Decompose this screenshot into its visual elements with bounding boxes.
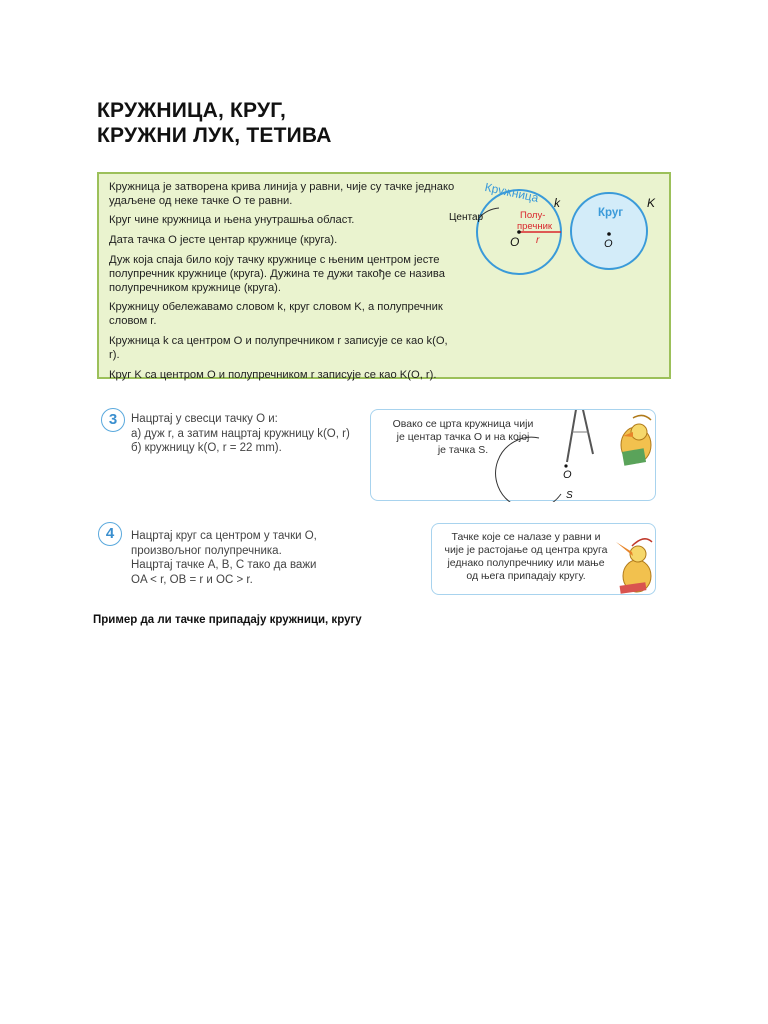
radius-label-1: Полу- — [520, 210, 546, 221]
definition-circle: Кружница је затворена крива линија у равни, чије су тачке једнако удаљене од неке тачке O те равни. — [109, 181, 455, 207]
circle-figure — [99, 174, 669, 377]
task-4-line-2: произвољног полупречника. — [131, 544, 282, 557]
radius-label-2: пречник — [517, 221, 553, 232]
o2-label: O — [604, 238, 613, 250]
task-4-line-1: Нацртај круг са центром у тачки O, — [131, 530, 317, 542]
drawn-arc — [496, 437, 561, 502]
disc-K — [571, 193, 647, 269]
task-3-hint-line-2: је центар тачка O и на којој — [396, 431, 530, 443]
hint-s-label: S — [566, 490, 573, 501]
definition-radius: Дуж која спаја било коју тачку кружнице с њеним центром јесте полупречник кружнице (круга). Дужина те дужи такође се назива полупречником кружнице (круга). — [109, 254, 445, 294]
k-label: k — [554, 196, 560, 210]
bird-drawing-illustration — [432, 524, 657, 604]
task-4-number: 4 — [98, 522, 122, 546]
task-3-hint-line-1: Овако се црта кружница чији — [392, 418, 534, 430]
disc-label: Круг — [598, 207, 624, 219]
task-4-line-4: OA < r, OB = r и OC > r. — [131, 573, 253, 586]
title-line-2: КРУЖНИ ЛУК, ТЕТИВА — [97, 124, 332, 147]
circle-label: Кружница — [483, 179, 540, 206]
task-4-hint-line-1: Тачке које се налазе у равни и — [451, 531, 601, 543]
compass-needle-leg — [567, 410, 579, 462]
example-heading: Пример да ли тачке припадају кружници, кругу — [93, 614, 362, 626]
task-3-text — [131, 412, 350, 456]
compass-center-point — [564, 464, 567, 467]
task-4-hint-line-3: једнако полупречнику или мање — [447, 557, 605, 569]
task-3-hint-box — [370, 409, 656, 501]
o-label: O — [510, 235, 520, 249]
page-title — [97, 98, 332, 148]
definition-disc: Круг чине кружница и њена унутрашња област. — [109, 214, 355, 226]
bird-reading-illustration — [621, 415, 651, 465]
definition-center: Дата тачка O јесте центар кружнице (круга). — [109, 234, 338, 246]
task-3-hint-line-3: је тачка S. — [437, 444, 489, 456]
task-4-hint-line-2: чије је растојање од центра круга — [444, 544, 608, 556]
task-3-line-1: Нацртај у свесци тачку O и: — [131, 413, 278, 425]
definition-disc-notation: Круг K са центром O и полупречником r записује се као K(O, r). — [109, 369, 437, 381]
task-3-line-2: а) дуж r, а затим нацртај кружницу k(O, r) — [131, 427, 350, 440]
title-line-1: КРУЖНИЦА, КРУГ, — [97, 99, 287, 122]
task-4-hint-box — [431, 523, 656, 595]
task-4-line-3: Нацртај тачке A, B, C тако да важи — [131, 559, 317, 571]
task-4-text — [131, 529, 317, 587]
definition-circle-notation: Кружница k са центром O и полупречником r записује се као k(O, r). — [109, 335, 448, 361]
center-label: Центар — [449, 212, 484, 223]
disc-center-point — [607, 232, 611, 236]
r-label: r — [536, 235, 540, 246]
task-4-hint-line-4: од њега припадају кругу. — [466, 570, 586, 582]
definition-box — [97, 172, 671, 379]
task-3-number: 3 — [101, 408, 125, 432]
hint-o-label: O — [563, 469, 572, 481]
definition-notation: Кружницу обележавамо словом k, круг словом K, а полупречник словом r. — [109, 301, 443, 327]
K-label: K — [647, 196, 656, 210]
compass-drawing — [371, 410, 657, 502]
task-3-line-3: б) кружницу k(O, r = 22 mm). — [131, 442, 282, 454]
